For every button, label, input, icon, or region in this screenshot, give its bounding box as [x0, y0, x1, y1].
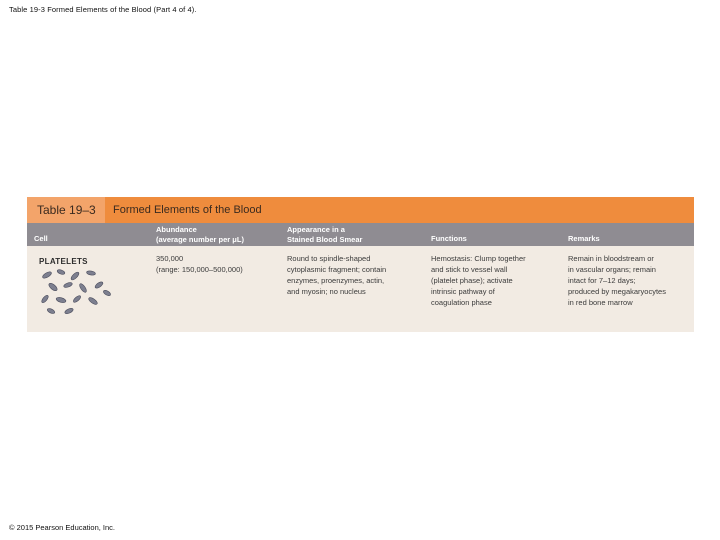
platelet-fragment [88, 296, 99, 305]
appearance-line: cytoplasmic fragment; contain [287, 265, 387, 274]
slide-title: Table 19-3 Formed Elements of the Blood (Part 4 of 4). [9, 5, 197, 14]
remarks-line: intact for 7–12 days; [568, 276, 636, 285]
platelet-fragment [78, 283, 87, 294]
table-number: Table 19–3 [37, 203, 96, 217]
platelet-fragment [94, 281, 104, 290]
appearance-line: Round to spindle-shaped [287, 254, 371, 263]
table-name: Formed Elements of the Blood [113, 204, 262, 216]
functions-cell [431, 253, 526, 308]
column-header-cell: Cell [34, 234, 48, 243]
platelet-fragment [103, 289, 112, 296]
platelet-fragment [47, 307, 56, 314]
column-header-remarks: Remarks [568, 234, 600, 243]
appearance-line: and myosin; no nucleus [287, 287, 366, 296]
functions-line: Hemostasis: Clump together [431, 254, 526, 263]
column-header-row [27, 223, 694, 246]
platelet-fragment [42, 271, 53, 280]
column-header-abundance-line2: (average number per μL) [156, 234, 244, 244]
platelet-fragment [70, 271, 80, 281]
remarks-line: Remain in bloodstream or [568, 254, 654, 263]
platelet-fragment [86, 270, 96, 276]
functions-line: intrinsic pathway of [431, 287, 495, 296]
cell-name-platelets: PLATELETS [39, 257, 88, 266]
table-number-box [27, 197, 105, 223]
column-header-functions: Functions [431, 234, 467, 243]
platelet-fragment [57, 269, 66, 275]
platelet-fragment [72, 295, 81, 304]
abundance-cell [156, 253, 243, 275]
functions-line: and stick to vessel wall [431, 265, 508, 274]
remarks-line: in red bone marrow [568, 298, 633, 307]
copyright-notice: © 2015 Pearson Education, Inc. [9, 523, 116, 532]
appearance-line: enzymes, proenzymes, actin, [287, 276, 385, 285]
column-header-appearance [287, 225, 362, 244]
abundance-line: 350,000 [156, 254, 184, 263]
column-header-appearance-line2: Stained Blood Smear [287, 234, 363, 244]
platelet-fragment [56, 296, 67, 303]
functions-line: (platelet phase); activate [431, 276, 513, 285]
abundance-line: (range: 150,000–500,000) [156, 265, 243, 274]
remarks-cell [568, 253, 666, 308]
platelet-fragment [64, 307, 74, 315]
platelet-fragment [63, 282, 73, 289]
platelet-fragment [41, 294, 50, 303]
remarks-line: in vascular organs; remain [568, 265, 656, 274]
formed-elements-table [27, 197, 694, 332]
platelet-fragment [48, 282, 59, 292]
remarks-line: produced by megakaryocytes [568, 287, 666, 296]
platelets-illustration [39, 269, 119, 319]
functions-line: coagulation phase [431, 298, 492, 307]
column-header-abundance-line1: Abundance [156, 225, 197, 234]
column-header-abundance [156, 225, 244, 244]
appearance-cell [287, 253, 386, 297]
table-title-bar [27, 197, 694, 223]
column-header-appearance-line1: Appearance in a [287, 225, 345, 234]
